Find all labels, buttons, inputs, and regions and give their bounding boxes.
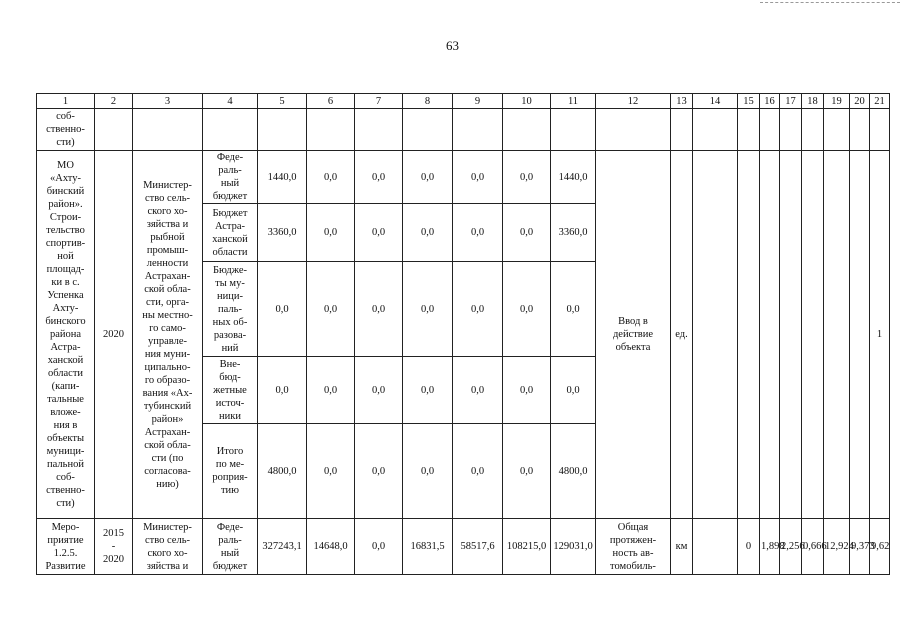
source-cell: Бюдже- ты му- ници- паль- ных об- разова- ний bbox=[203, 262, 258, 357]
value-cell: 0,0 bbox=[307, 424, 355, 519]
value-cell: 4800,0 bbox=[258, 424, 307, 519]
header-cell: 20 bbox=[850, 94, 870, 109]
value-cell: 3360,0 bbox=[551, 204, 596, 262]
measure-1-2-5-row bbox=[37, 519, 890, 575]
value-cell: 4800,0 bbox=[551, 424, 596, 519]
header-row bbox=[37, 94, 890, 109]
value-cell: 0,0 bbox=[403, 424, 453, 519]
value-cell: 0,0 bbox=[453, 424, 503, 519]
source-cell: Бюджет Астра- ханской области bbox=[203, 204, 258, 262]
value-cell: 1440,0 bbox=[258, 151, 307, 204]
unit-cell: км bbox=[671, 519, 693, 575]
header-cell: 1 bbox=[37, 94, 95, 109]
value-cell: 16831,5 bbox=[403, 519, 453, 575]
executor-cell: Министер- ство сель- ского хо- зяйства и bbox=[133, 519, 203, 575]
header-cell: 4 bbox=[203, 94, 258, 109]
period-cell: 2015 - 2020 bbox=[95, 519, 133, 575]
value-cell: 0,0 bbox=[355, 424, 403, 519]
value-cell: 0,0 bbox=[258, 262, 307, 357]
value-cell: 0,0 bbox=[355, 151, 403, 204]
indicator-value-cell: 0 bbox=[738, 519, 760, 575]
value-cell: 3360,0 bbox=[258, 204, 307, 262]
value-cell: 0,0 bbox=[403, 151, 453, 204]
header-cell: 15 bbox=[738, 94, 760, 109]
indicator-value-cell: 1,898 bbox=[760, 519, 780, 575]
value-cell: 0,0 bbox=[307, 204, 355, 262]
page-number: 63 bbox=[446, 38, 459, 53]
source-cell: Вне- бюд- жетные источ- ники bbox=[203, 357, 258, 424]
header-cell: 2 bbox=[95, 94, 133, 109]
value-cell: 0,0 bbox=[503, 204, 551, 262]
header-cell: 16 bbox=[760, 94, 780, 109]
value-cell: 0,0 bbox=[355, 357, 403, 424]
source-cell: Феде- раль- ный бюджет bbox=[203, 519, 258, 575]
object-name-cell: Меро- приятие 1.2.5. Развитие bbox=[37, 519, 95, 575]
source-cell: Итого по ме- роприя- тию bbox=[203, 424, 258, 519]
indicator-cell: Ввод в действие объекта bbox=[596, 151, 671, 519]
value-cell: 0,0 bbox=[307, 357, 355, 424]
value-cell: 0,0 bbox=[258, 357, 307, 424]
value-cell: 0,0 bbox=[403, 262, 453, 357]
indicator-value-cell: 9,373 bbox=[850, 519, 870, 575]
page-edge-mark bbox=[760, 2, 900, 3]
header-cell: 17 bbox=[780, 94, 802, 109]
value-cell: 0,0 bbox=[551, 357, 596, 424]
value-cell: 0,0 bbox=[503, 357, 551, 424]
header-cell: 12 bbox=[596, 94, 671, 109]
value-cell: 0,0 bbox=[355, 519, 403, 575]
value-cell: 0,0 bbox=[403, 357, 453, 424]
value-cell: 108215,0 bbox=[503, 519, 551, 575]
header-cell: 5 bbox=[258, 94, 307, 109]
value-cell: 327243,1 bbox=[258, 519, 307, 575]
source-cell: Феде- раль- ный бюджет bbox=[203, 151, 258, 204]
object-name-cell: МО «Ахту- бинский район». Строи- тельство спортив- ной площад- ки в с. Успенка Ахту- бинского района Астра- ханской области (капи- тальные вложе- ния в объекты муници- пальной соб- ственно- сти) bbox=[37, 151, 95, 519]
value-cell: 0,0 bbox=[403, 204, 453, 262]
header-cell: 19 bbox=[824, 94, 850, 109]
ownership-cell: соб- ственно- сти) bbox=[37, 109, 95, 151]
header-cell: 7 bbox=[355, 94, 403, 109]
header-cell: 11 bbox=[551, 94, 596, 109]
value-cell: 0,0 bbox=[503, 424, 551, 519]
value-cell: 1440,0 bbox=[551, 151, 596, 204]
header-cell: 13 bbox=[671, 94, 693, 109]
executor-cell: Министер- ство сель- ского хо- зяйства и рыбной промыш- ленности Астрахан- ской обла- сти, орга- ны местно- го само- управле- ния муни- ципально- го образо- вания «Ах- тубинский район» Астрахан- ской обла- сти (по согласова- нию) bbox=[133, 151, 203, 519]
value-cell: 0,0 bbox=[355, 262, 403, 357]
indicator-value-cell: 12,924 bbox=[824, 519, 850, 575]
header-cell: 9 bbox=[453, 94, 503, 109]
value-cell: 14648,0 bbox=[307, 519, 355, 575]
value-cell: 58517,6 bbox=[453, 519, 503, 575]
value-cell: 0,0 bbox=[307, 151, 355, 204]
indicator-value-cell bbox=[693, 519, 738, 575]
value-cell: 0,0 bbox=[453, 262, 503, 357]
value-cell: 0,0 bbox=[503, 151, 551, 204]
header-cell: 8 bbox=[403, 94, 453, 109]
header-cell: 21 bbox=[870, 94, 890, 109]
value-cell: 0,0 bbox=[453, 204, 503, 262]
header-cell: 3 bbox=[133, 94, 203, 109]
continuation-row bbox=[37, 109, 890, 151]
indicator-value-cell: 9,62 bbox=[870, 519, 890, 575]
value-cell: 0,0 bbox=[453, 151, 503, 204]
header-cell: 14 bbox=[693, 94, 738, 109]
header-cell: 18 bbox=[802, 94, 824, 109]
value-cell: 0,0 bbox=[551, 262, 596, 357]
program-table bbox=[36, 93, 890, 575]
value-cell: 0,0 bbox=[453, 357, 503, 424]
target-value-cell: 1 bbox=[870, 151, 890, 519]
indicator-value-cell: 2,256 bbox=[780, 519, 802, 575]
unit-cell: ед. bbox=[671, 151, 693, 519]
value-cell: 0,0 bbox=[503, 262, 551, 357]
value-cell: 129031,0 bbox=[551, 519, 596, 575]
value-cell: 0,0 bbox=[307, 262, 355, 357]
indicator-cell: Общая протяжен- ность ав- томобиль- bbox=[596, 519, 671, 575]
indicator-value-cell: 0,666 bbox=[802, 519, 824, 575]
value-cell: 0,0 bbox=[355, 204, 403, 262]
federal-budget-row bbox=[37, 151, 890, 204]
period-cell: 2020 bbox=[95, 151, 133, 519]
header-cell: 6 bbox=[307, 94, 355, 109]
header-cell: 10 bbox=[503, 94, 551, 109]
